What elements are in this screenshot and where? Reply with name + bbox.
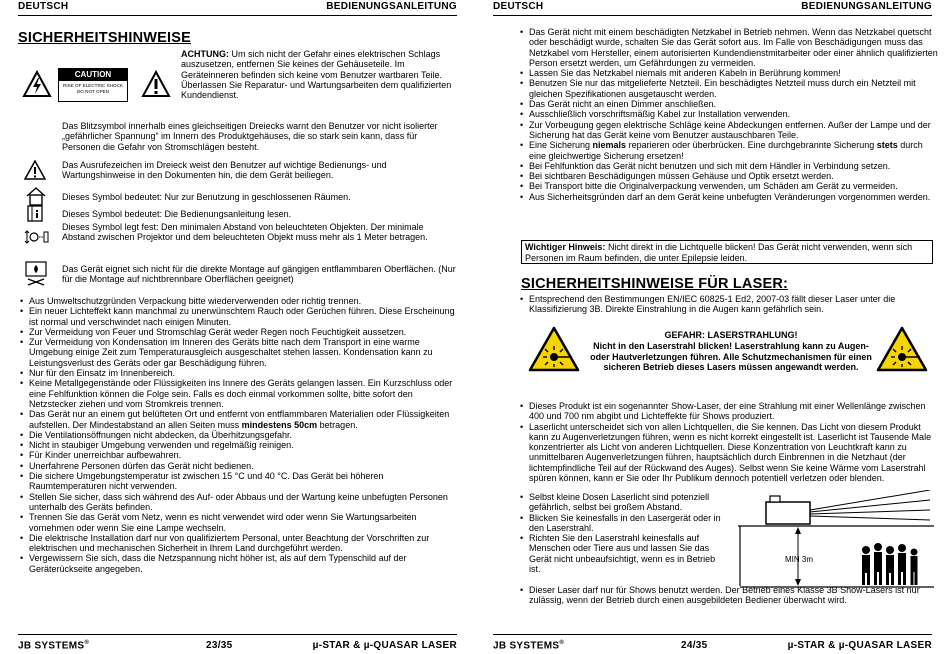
- laser-danger-text: Nicht in den Laserstrahl blicken! Laserstrahlung kann zu Augen- oder Hautverletzungen führen. Alle Schutzmechanismen für einen sicheren Betrieb dieses Lasers müssen angewandt werden.: [590, 340, 872, 373]
- warning-label: ACHTUNG:: [181, 49, 229, 59]
- distance-explanation: Dieses Symbol legt fest: Den minimalen Abstand von beleuchteten Objekten. Der minimale Abstand zwischen Projektor und dem beleuchteten Objekt muss mehr als 1 Meter betragen.: [62, 222, 428, 243]
- list-item: [520, 140, 940, 161]
- list-item: • Nicht in staubiger Umgebung verwenden und regelmäßig reinigen.: [20, 440, 460, 450]
- power-bullet-list: [520, 27, 940, 202]
- hint-text: Nicht direkt in die Lichtquelle blicken! Das Gerät nicht verwenden, wenn sich Personen im Raum befinden, die unter Epilepsie leiden.: [525, 242, 913, 263]
- list-item: • Das Gerät nicht an einen Dimmer anschließen.: [520, 99, 940, 109]
- list-item: • Bei Fehlfunktion das Gerät nicht benutzen und sich mit dem Händler in Verbindung setzen.: [520, 161, 940, 171]
- list-item: • Trennen Sie das Gerät vom Netz, wenn es nicht verwendet wird oder wenn Sie Wartungsarbeiten vornehmen oder wenn Sie eine Lampe wechseln.: [20, 512, 460, 533]
- exclaim-explanation: Das Ausrufezeichen im Dreieck weist den Benutzer auf wichtige Bedienungs- und Wartungshinweise in den Dokumenten hin, die dem Gerät beiliegen.: [62, 160, 387, 181]
- list-item: • Die elektrische Installation darf nur von qualifiziertem Personal, unter Beachtung der Vorschriften zur elektrischen und mechanischen Sicherheit in Ihrem Land durchgeführt werden.: [20, 533, 460, 554]
- exclamation-small-icon: [24, 160, 46, 180]
- laser-danger-title: GEFAHR: LASERSTRAHLUNG!: [664, 330, 798, 340]
- warning-text: Um sich nicht der Gefahr eines elektrischen Schlags auszusetzen, entfernen Sie keines der Gehäuseteile. Im Geräteinneren befinden sich keine vom Benutzer wartbaren Teile. Überlassen Sie Reparatur- und Wartungsarbeiten dem qualifizierten Kundendienst.: [181, 49, 452, 101]
- brand-name: JB SYSTEMS: [493, 640, 560, 652]
- page-header: [18, 0, 457, 16]
- list-item: • Lassen Sie das Netzkabel niemals mit anderen Kabeln in Berührung kommen!: [520, 68, 940, 78]
- surface-explanation: Das Gerät eignet sich nicht für die direkte Montage auf gängigen entflammbaren Oberflächen. (Nur für die Montage auf nichtbrennbare Oberflächen geeignet): [62, 264, 456, 285]
- list-item: • Vergewissern Sie sich, dass die Netzspannung nicht höher ist, als auf dem Typenschild auf der Geräterückseite angegeben.: [20, 553, 460, 574]
- registered-mark: ®: [84, 640, 90, 646]
- list-item: • Laserlicht unterscheidet sich von allen Lichtquellen, die Sie kennen. Das Licht von diesem Produkt kann zu Augenverletzungen führen, wenn es nicht korrekt eingestellt ist. Laserlicht ist Tausende Male konzentrierter als Licht von anderen Lichtquellen. Diese Konzentration von Leuchtkraft kann zu unmittelbaren Augenverletzungen führen, hauptsächlich durch Einbrennen in die Netzhaut (der lichtempfindliche Teil auf der Rückwand des Auges). Selbst wenn Sie keine Wärme vom Laserstrahl spüren können, kann er Sie oder Ihr Publikum dennoch potentiell verletzen oder blenden.: [520, 422, 932, 484]
- list-item: [20, 409, 460, 430]
- page-footer: [18, 634, 457, 653]
- safety-bullet-list: [20, 296, 460, 574]
- list-item: • Aus Sicherheitsgründen darf an dem Gerät keine unbefugten Veränderungen vorgenommen werden.: [520, 192, 940, 202]
- footer-product: µ-STAR & µ-QUASAR LASER: [312, 640, 457, 651]
- list-item-text: Das Gerät nur an einem gut belüfteten Ort und entfernt von entflammbaren Materialien oder Flüssigkeiten aufstellen. Der Mindestabstand an allen Seiten muss: [29, 409, 450, 430]
- list-item: • Selbst kleine Dosen Laserlicht sind potenziell gefährlich, selbst bei großem Abstand.: [520, 492, 728, 513]
- min-distance-label: MIN 3m: [785, 555, 813, 564]
- important-hint-box: [521, 240, 933, 264]
- list-item: • Ausschließlich vorschriftsmäßig Kabel zur Installation verwenden.: [520, 109, 940, 119]
- header-title: BEDIENUNGSANLEITUNG: [326, 1, 457, 12]
- minimum-distance-diagram: [738, 490, 934, 590]
- distance-icon: [24, 227, 50, 247]
- caution-subtext: RISK OF ELECTRIC SHOCK DO NOT OPEN: [63, 83, 123, 94]
- laser-warning-icon-right: [876, 326, 928, 372]
- footer-brand: [18, 640, 89, 651]
- header-language: DEUTSCH: [18, 1, 69, 12]
- registered-mark: ®: [559, 640, 565, 646]
- laser-bullet-list: [520, 401, 932, 483]
- warning-paragraph: [181, 49, 458, 100]
- brand-name: JB SYSTEMS: [18, 640, 85, 652]
- laser-narrow-list: [520, 492, 728, 574]
- list-item: • Ein neuer Lichteffekt kann manchmal zu unerwünschtem Rauch oder Gerüchen führen. Diese Erscheinung ist normal und verschwindet nach einigen Minuten.: [20, 306, 460, 327]
- list-item: • Unerfahrene Personen dürfen das Gerät nicht bedienen.: [20, 461, 460, 471]
- manual-explanation: Dieses Symbol bedeutet: Die Bedienungsanleitung lesen.: [62, 209, 292, 219]
- exclamation-triangle-icon: [141, 70, 171, 98]
- header-title: BEDIENUNGSANLEITUNG: [801, 1, 932, 12]
- list-item: • Aus Umweltschutzgründen Verpackung bitte wiederverwenden oder richtig trennen.: [20, 296, 460, 306]
- list-item-bold: niemals: [592, 140, 627, 151]
- list-item: • Dieser Laser darf nur für Shows benutzt werden. Der Betrieb eines Klasse 3B Show-Lasers ist nur zulässig, wenn der Betrieb durch einen ausgebildeten Bediener überwacht wird.: [520, 585, 932, 606]
- list-item: • Bei sichtbaren Beschädigungen müssen Gehäuse und Optik ersetzt werden.: [520, 171, 940, 181]
- list-item: • Zur Vermeidung von Feuer und Stromschlag Gerät weder Regen noch Feuchtigkeit aussetzen.: [20, 327, 460, 337]
- list-item: • Dieses Produkt ist ein sogenannter Show-Laser, der eine Strahlung mit einer Wellenlänge zwischen 400 und 700 nm abgibt und Lichteffekte für Shows produziert.: [520, 401, 932, 422]
- manual-book-icon: [26, 205, 46, 222]
- list-item: • Nur für den Einsatz im Innenbereich.: [20, 368, 460, 378]
- list-item: • Entsprechend den Bestimmungen EN/IEC 60825-1 Ed2, 2007-03 fällt dieser Laser unter die Klassifizierung 3B. Direkte Einstrahlung in die Augen kann gefährlich sein.: [520, 294, 932, 315]
- list-item-bold-2: stets: [876, 140, 898, 151]
- list-item: • Zur Vorbeugung gegen elektrische Schläge keine Abdeckungen entfernen. Außer der Lampe und der Sicherung hat das Gerät keine vom Benutzer austauschbaren Teile.: [520, 120, 940, 141]
- list-item: • Das Gerät nicht mit einem beschädigten Netzkabel in Betrieb nehmen. Wenn das Netzkabel quetscht oder beschädigt wurde, schalten Sie das Gerät sofort aus. Im Falle von Beschädigungen muss das Netzkabel vom Hersteller, einem autorisierten Kundendienstmitarbeiter oder einer ähnlich qualifizierten Person ersetzt werden, um Gefährdungen zu vermeiden.: [520, 27, 940, 68]
- list-item: • Zur Vermeidung von Kondensation im Inneren des Geräts bitte nach dem Transport in eine warme Umgebung einige Zeit zum Temperaturausgleich ausgeschaltet stehen lassen. Kondensation kann zu Leistungsverlust des Geräts oder gar Beschädigung führen.: [20, 337, 460, 368]
- list-item: • Für Kinder unerreichbar aufbewahren.: [20, 450, 460, 460]
- list-item: • Blicken Sie keinesfalls in den Lasergerät oder in den Laserstrahl.: [520, 513, 728, 534]
- list-item: • Benutzen Sie nur das mitgelieferte Netzteil. Ein beschädigtes Netzteil muss durch ein Netzteil mit gleichen Spezifikationen ausgetauscht werden.: [520, 78, 940, 99]
- list-item: • Stellen Sie sicher, dass sich während des Auf- oder Abbaus und der Wartung keine unbefugten Personen unterhalb des Geräts befinden.: [20, 492, 460, 513]
- list-item-mid: reparieren oder überbrücken. Eine durchgebrannte Sicherung: [626, 140, 877, 151]
- caution-title: CAUTION: [59, 69, 127, 81]
- laser-danger-box: [590, 330, 872, 373]
- header-language: DEUTSCH: [493, 1, 544, 12]
- section-title-safety: SICHERHEITSHINWEISE: [18, 30, 191, 46]
- footer-product: µ-STAR & µ-QUASAR LASER: [787, 640, 932, 651]
- laser-intro-list: [520, 294, 932, 315]
- list-item-tail: betragen.: [317, 419, 358, 430]
- hint-label: Wichtiger Hinweis:: [525, 242, 606, 252]
- section-title-laser: SICHERHEITSHINWEISE FÜR LASER:: [521, 276, 789, 292]
- list-item-text: Eine Sicherung: [529, 140, 593, 151]
- list-item: • Die sichere Umgebungstemperatur ist zwischen 15 °C und 40 °C. Das Gerät bei höheren Raumtemperaturen nicht verwenden.: [20, 471, 460, 492]
- list-item-tail: durch eine gleichwertige Sicherung ersetzen!: [529, 140, 923, 161]
- list-item-bold: mindestens 50cm: [241, 419, 318, 430]
- page-number: 23/35: [206, 640, 233, 651]
- laser-warning-icon: [528, 326, 580, 372]
- list-item: • Die Ventilationsöffnungen nicht abdecken, da Überhitzungsgefahr.: [20, 430, 460, 440]
- list-item: • Keine Metallgegenstände oder Flüssigkeiten ins Innere des Geräts gelangen lassen. Ein Kurzschluss oder eine Fehlfunktion können die Folge sein. Falls es doch einmal vorkommen sollte, bitte sofort den Netzstecker ziehen und vom Stromkreis trennen.: [20, 378, 460, 409]
- lightning-explanation: Das Blitzsymbol innerhalb eines gleichseitigen Dreiecks warnt den Benutzer vor nicht isolierter „gefährlicher Spannung“ im Innern des Produktgehäuses, die so stark sein kann, dass für Personen die Gefahr von Stromschlägen besteht.: [62, 121, 438, 152]
- page-number: 24/35: [681, 640, 708, 651]
- list-item: • Richten Sie den Laserstrahl keinesfalls auf Menschen oder Tiere aus und lassen Sie das Gerät nicht unbeaufsichtigt, wenn es in Betrieb ist.: [520, 533, 728, 574]
- laser-last-list: [520, 585, 932, 606]
- indoor-explanation: Dieses Symbol bedeutet: Nur zur Benutzung in geschlossenen Räumen.: [62, 192, 351, 202]
- list-item: • Bei Transport bitte die Originalverpackung verwenden, um Schäden am Gerät zu vermeiden.: [520, 181, 940, 191]
- indoor-house-icon: [26, 186, 46, 206]
- flammable-surface-icon: [24, 260, 48, 286]
- page-header: [493, 0, 932, 16]
- lightning-icon: [22, 70, 52, 98]
- caution-label: [58, 68, 128, 102]
